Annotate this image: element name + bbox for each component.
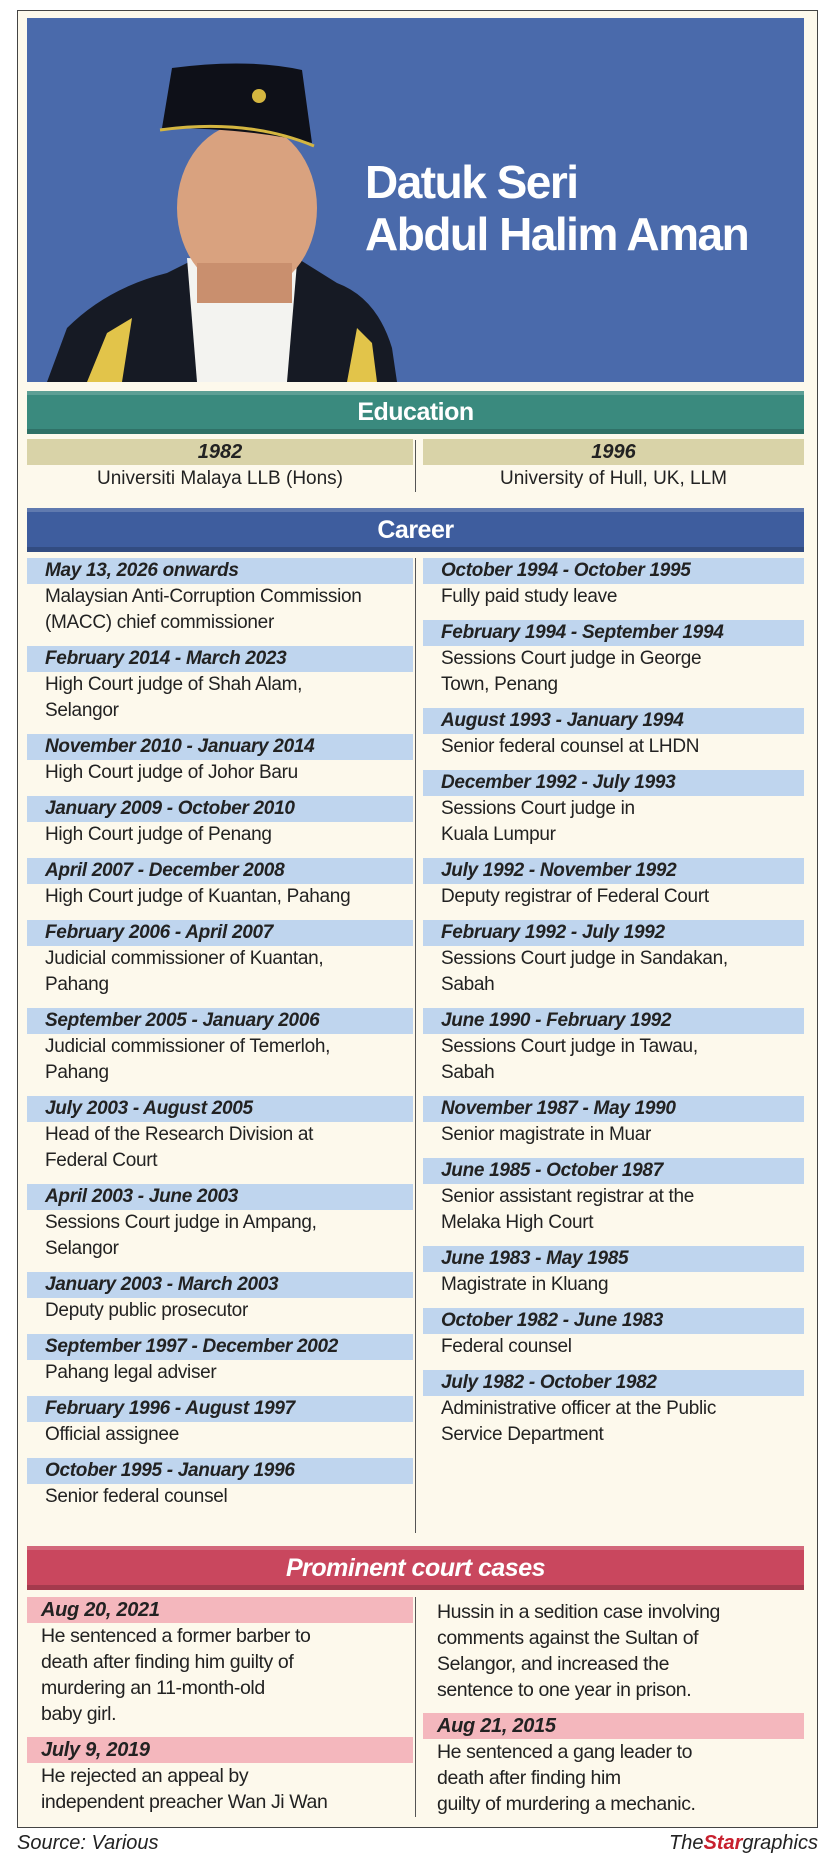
logo-the: The	[669, 1832, 704, 1854]
career-date: October 1995 - January 1996	[27, 1458, 413, 1484]
career-role: Judicial commissioner of Kuantan, Pahang	[45, 948, 324, 995]
career-entry	[27, 1396, 413, 1448]
career-entry	[27, 1184, 413, 1262]
case-date: Aug 20, 2021	[27, 1597, 413, 1623]
career-entry	[27, 1096, 413, 1174]
career-date: January 2009 - October 2010	[27, 796, 413, 822]
source-note: Source: Various	[17, 1832, 159, 1854]
career-date: August 1993 - January 1994	[423, 708, 804, 734]
career-role: Official assignee	[45, 1424, 179, 1445]
career-date: June 1983 - May 1985	[423, 1246, 804, 1272]
career-entry	[423, 1246, 804, 1298]
career-date: February 1992 - July 1992	[423, 920, 804, 946]
career-entry	[423, 1008, 804, 1086]
career-date: October 1982 - June 1983	[423, 1308, 804, 1334]
career-right-column	[423, 558, 804, 1458]
career-entry	[423, 770, 804, 848]
career-role: Head of the Research Division at Federal Court	[45, 1124, 314, 1171]
career-role: High Court judge of Penang	[45, 824, 272, 845]
career-date: February 2006 - April 2007	[27, 920, 413, 946]
education-year: 1996	[423, 439, 804, 465]
education-degree: University of Hull, UK, LLM	[499, 468, 727, 489]
career-entry	[423, 1096, 804, 1148]
career-entry	[27, 646, 413, 724]
career-date: April 2007 - December 2008	[27, 858, 413, 884]
career-role: Senior federal counsel at LHDN	[441, 736, 700, 757]
case-text: He sentenced a gang leader to death after finding him guilty of murdering a mechanic.	[437, 1741, 696, 1815]
education-item	[27, 439, 413, 493]
career-role: High Court judge of Johor Baru	[45, 762, 298, 783]
career-date: February 2014 - March 2023	[27, 646, 413, 672]
education-item	[423, 439, 804, 493]
career-role: High Court judge of Kuantan, Pahang	[45, 886, 351, 907]
career-entry	[423, 920, 804, 998]
career-role: Magistrate in Kluang	[441, 1274, 609, 1295]
career-entry	[423, 1158, 804, 1236]
court-case	[27, 1597, 413, 1727]
case-text: Hussin in a sedition case involving comments against the Sultan of Selangor, and increased the sentence to one year in prison.	[437, 1601, 720, 1701]
logo-star: Star	[703, 1832, 743, 1854]
career-date: July 1992 - November 1992	[423, 858, 804, 884]
career-date: November 1987 - May 1990	[423, 1096, 804, 1122]
career-entry	[27, 558, 413, 636]
career-role: Pahang legal adviser	[45, 1362, 217, 1383]
career-entry	[27, 734, 413, 786]
career-role: Senior assistant registrar at the Melaka High Court	[441, 1186, 695, 1233]
career-role: Sessions Court judge in Sandakan, Sabah	[441, 948, 728, 995]
education-degree: Universiti Malaya LLB (Hons)	[96, 468, 344, 489]
career-role: Sessions Court judge in George Town, Penang	[441, 648, 702, 695]
career-entry	[27, 796, 413, 848]
court-case	[423, 1713, 804, 1817]
career-date: October 1994 - October 1995	[423, 558, 804, 584]
person-name: Datuk Seri Abdul Halim Aman	[365, 156, 749, 260]
case-text: He sentenced a former barber to death after finding him guilty of murdering an 11-month-old baby girl.	[41, 1625, 311, 1725]
career-entry	[27, 1008, 413, 1086]
career-role: Administrative officer at the Public Service Department	[441, 1398, 717, 1445]
career-role: Deputy public prosecutor	[45, 1300, 248, 1321]
career-role: Senior magistrate in Muar	[441, 1124, 652, 1145]
divider	[415, 440, 416, 492]
court-cases-header: Prominent court cases	[27, 1546, 804, 1590]
career-date: January 2003 - March 2003	[27, 1272, 413, 1298]
education-header: Education	[27, 391, 804, 434]
career-entry	[423, 620, 804, 698]
case-text: He rejected an appeal by independent preacher Wan Ji Wan	[41, 1765, 328, 1813]
career-entry	[423, 1370, 804, 1448]
career-entry	[27, 1458, 413, 1510]
career-role: Federal counsel	[441, 1336, 572, 1357]
career-entry	[423, 558, 804, 610]
logo-graphics: graphics	[742, 1832, 818, 1854]
career-header: Career	[27, 508, 804, 552]
career-entry	[423, 1308, 804, 1360]
court-case-continued	[423, 1597, 804, 1703]
case-date: Aug 21, 2015	[423, 1713, 804, 1739]
career-role: Sessions Court judge in Ampang, Selangor	[45, 1212, 317, 1259]
career-date: June 1990 - February 1992	[423, 1008, 804, 1034]
case-date: July 9, 2019	[27, 1737, 413, 1763]
career-entry	[423, 858, 804, 910]
career-date: February 1996 - August 1997	[27, 1396, 413, 1422]
court-cases-right	[423, 1597, 804, 1827]
career-date: July 1982 - October 1982	[423, 1370, 804, 1396]
career-date: June 1985 - October 1987	[423, 1158, 804, 1184]
career-date: December 1992 - July 1993	[423, 770, 804, 796]
career-role: Senior federal counsel	[45, 1486, 228, 1507]
career-role: High Court judge of Shah Alam, Selangor	[45, 674, 303, 721]
career-entry	[27, 858, 413, 910]
hero-banner	[27, 18, 804, 382]
career-role: Fully paid study leave	[441, 586, 618, 607]
career-role: Sessions Court judge in Tawau, Sabah	[441, 1036, 698, 1083]
career-role: Malaysian Anti-Corruption Commission (MACC) chief commissioner	[45, 586, 362, 633]
career-date: September 2005 - January 2006	[27, 1008, 413, 1034]
career-role: Sessions Court judge in Kuala Lumpur	[441, 798, 635, 845]
career-role: Deputy registrar of Federal Court	[441, 886, 709, 907]
career-entry	[27, 1334, 413, 1386]
career-date: July 2003 - August 2005	[27, 1096, 413, 1122]
the-star-graphics-logo	[669, 1832, 818, 1855]
career-entry	[423, 708, 804, 760]
education-year: 1982	[27, 439, 413, 465]
career-date: April 2003 - June 2003	[27, 1184, 413, 1210]
career-entry	[27, 920, 413, 998]
career-date: September 1997 - December 2002	[27, 1334, 413, 1360]
court-cases-left	[27, 1597, 413, 1825]
divider	[415, 558, 416, 1533]
court-case	[27, 1737, 413, 1815]
career-role: Judicial commissioner of Temerloh, Pahang	[45, 1036, 331, 1083]
career-date: February 1994 - September 1994	[423, 620, 804, 646]
career-date: November 2010 - January 2014	[27, 734, 413, 760]
career-date: May 13, 2026 onwards	[27, 558, 413, 584]
career-left-column	[27, 558, 413, 1520]
career-entry	[27, 1272, 413, 1324]
divider	[415, 1597, 416, 1817]
